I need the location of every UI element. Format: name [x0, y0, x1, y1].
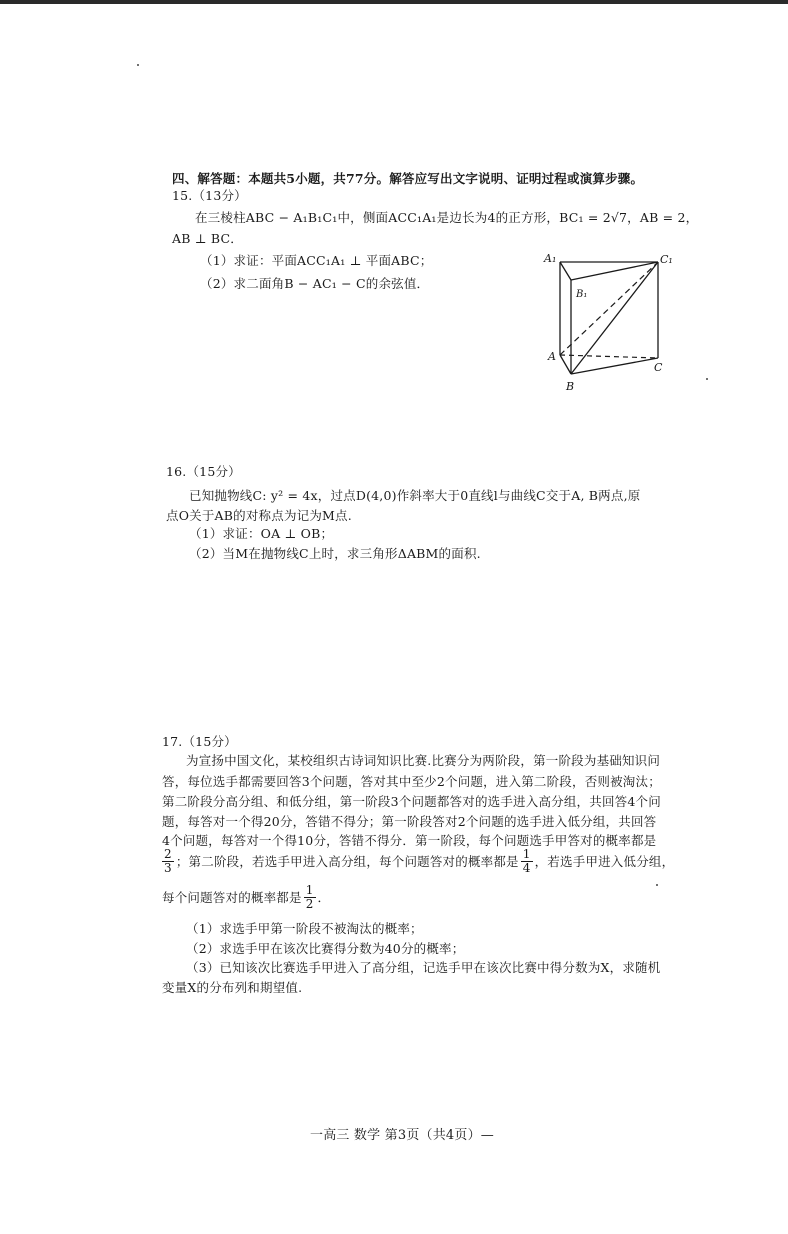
- q15-part1: （1）求证：平面ACC₁A₁ ⊥ 平面ABC；: [200, 253, 433, 268]
- prism-figure: [540, 250, 680, 395]
- edge-a1b1: [560, 262, 571, 280]
- q17-part3-line2: 变量X的分布列和期望值.: [162, 980, 303, 995]
- q17-line7-text-b: ．: [317, 889, 331, 905]
- q15-stem-line2: AB ⊥ BC．: [172, 231, 243, 246]
- scan-top-edge: [0, 0, 788, 4]
- fraction-two-thirds: [162, 848, 174, 875]
- q16-part2: （2）当M在抛物线C上时，求三角形ΔABM的面积.: [189, 546, 481, 561]
- label-a1: A₁: [544, 252, 557, 265]
- label-c: C: [654, 361, 663, 374]
- section-header: 四、解答题：本题共5小题，共77分。解答应写出文字说明、证明过程或演算步骤。: [172, 171, 644, 186]
- scan-speck: [137, 64, 139, 66]
- q17-line2: 答，每位选手都需要回答3个问题，答对其中至少2个问题，进入第二阶段，否则被淘汰；: [162, 774, 661, 789]
- fraction-one-quarter: [521, 848, 533, 875]
- q17-line5: 4个问题，每答对一个得10分，答错不得分．第一阶段，每个问题选手甲答对的概率都是: [162, 833, 657, 848]
- q17-number: 17.（15分）: [162, 734, 237, 749]
- q17-line7-text-a: 每个问题答对的概率都是: [162, 889, 302, 905]
- q15-number: 15.（13分）: [172, 188, 247, 203]
- q17-part1: （1）求选手甲第一阶段不被淘汰的概率；: [186, 921, 423, 936]
- fraction-numerator: 2: [164, 847, 172, 861]
- label-b: B: [566, 380, 575, 393]
- q17-line3: 第二阶段分高分组、和低分组，第一阶段3个问题都答对的选手进入高分组，共回答4个问: [162, 794, 661, 809]
- q16-stem-line2: 点O关于AB的对称点为记为M点.: [166, 508, 352, 523]
- label-b1: B₁: [576, 289, 588, 300]
- q16-part1: （1）求证：OA ⊥ OB；: [189, 526, 334, 541]
- edge-bc: [571, 358, 658, 374]
- q17-line6-text-b: ，若选手甲进入低分组，: [534, 853, 675, 869]
- fraction-numerator: 1: [522, 847, 531, 861]
- fraction-denominator: 4: [522, 861, 531, 875]
- q15-part2: （2）求二面角B − AC₁ − C的余弦值．: [200, 276, 430, 291]
- diagonal-ac1-hidden: [560, 262, 658, 355]
- fraction-denominator: 2: [305, 897, 314, 911]
- edge-b1c1: [571, 262, 658, 280]
- label-a: A: [548, 350, 556, 363]
- q17-line6: [160, 848, 674, 875]
- label-c1: C₁: [660, 253, 673, 266]
- page-footer: 一高三 数学 第3页（共4页）—: [310, 1128, 495, 1143]
- fraction-numerator: 1: [305, 883, 314, 897]
- fraction-denominator: 3: [164, 861, 172, 875]
- q16-stem-line1: 已知抛物线C: y² = 4x，过点D(4,0)作斜率大于0直线l与曲线C交于A, B两点,原: [189, 488, 641, 503]
- q15-stem-line1: 在三棱柱ABC − A₁B₁C₁中，侧面ACC₁A₁是边长为4的正方形，BC₁ = 2√7，AB = 2，: [195, 210, 699, 225]
- q17-part3-line1: （3）已知该次比赛选手甲进入了高分组，记选手甲在该次比赛中得分数为X，求随机: [186, 960, 661, 975]
- edge-ab: [560, 355, 571, 374]
- q17-line6-text-a: ；第二阶段，若选手甲进入高分组，每个问题答对的概率都是: [175, 853, 519, 869]
- edge-ac-hidden: [560, 355, 658, 358]
- q17-part2: （2）求选手甲在该次比赛得分数为40分的概率；: [186, 941, 465, 956]
- q17-line7: [162, 884, 330, 911]
- q17-line4: 题，每答对一个得20分，答错不得分；第一阶段答对2个问题的选手进入低分组，共回答: [162, 814, 657, 829]
- scan-speck: [656, 884, 658, 886]
- fraction-one-half: [304, 884, 316, 911]
- q16-number: 16.（15分）: [166, 464, 241, 479]
- scan-speck: [706, 378, 708, 380]
- q17-line1: 为宣扬中国文化，某校组织古诗词知识比赛.比赛分为两阶段，第一阶段为基础知识问: [186, 753, 661, 768]
